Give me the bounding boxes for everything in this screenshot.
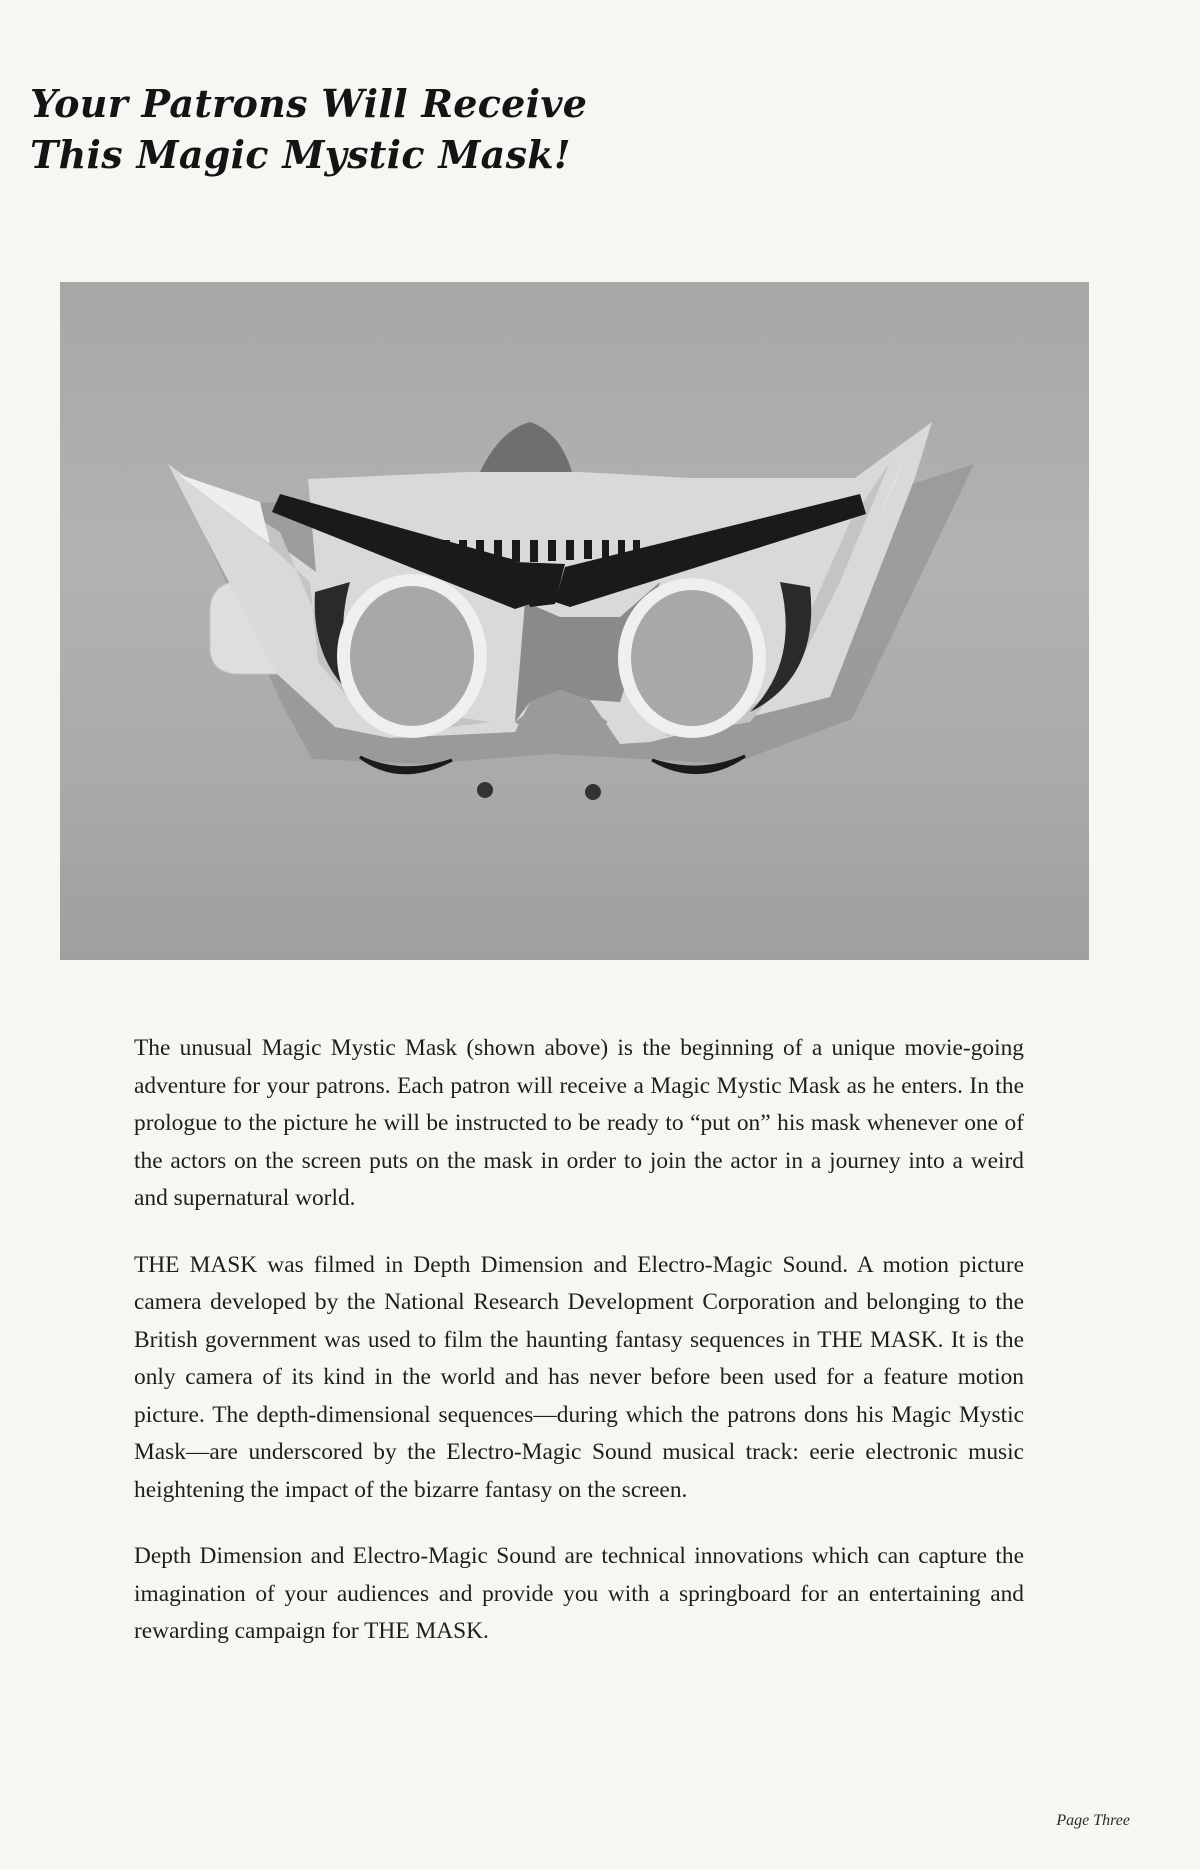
paragraph-1: The unusual Magic Mystic Mask (shown above) is the beginning of a unique movie-going adventure for your patrons. Each patron will receive a Magic Mystic Mask as he enters. In the prologue to the picture he will be instructed to be ready to “put on” his mask whenever one of the actors on the screen puts on the mask in order to join the actor in a journey into a weird and supernatural world. [134, 1035, 1024, 1211]
page-number: Page Three [1056, 1812, 1130, 1829]
headline-line-1: Your Patrons Will Receive [30, 81, 588, 126]
paragraph-3: Depth Dimension and Electro-Magic Sound are technical innovations which can capture the imagination of your audiences and provide you with a springboard for an entertaining and rewarding campaign for THE MASK. [134, 1543, 1024, 1644]
headline [30, 78, 587, 180]
mask-photo [60, 282, 1089, 960]
paragraph-2: THE MASK was filmed in Depth Dimension and Electro-Magic Sound. A motion picture camera developed by the National Research Development Corporation and belonging to the British government was used to film the haunting fantasy sequences in THE MASK. It is the only camera of its kind in the world and has never before been used for a feature motion picture. The depth-dimensional sequences—during which the patrons dons his Magic Mystic Mask—are underscored by the Electro-Magic Sound musical track: eerie electronic music heightening the impact of the bizarre fantasy on the screen. [134, 1251, 1024, 1503]
body-text [134, 1030, 1024, 1680]
headline-line-2: This Magic Mystic Mask! [30, 132, 571, 177]
mask-illustration [60, 282, 1089, 960]
